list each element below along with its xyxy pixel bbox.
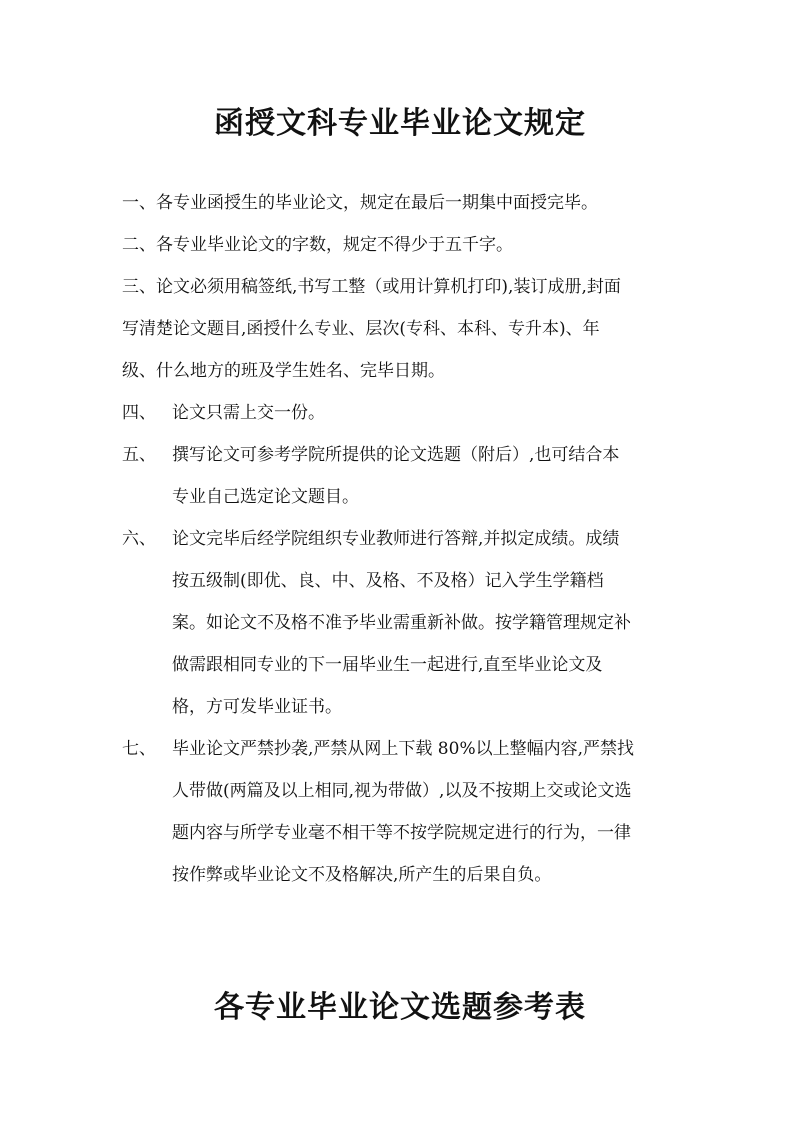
rule-line: 做需跟相同专业的下一届毕业生一起进行,直至毕业论文及 [172, 655, 603, 675]
rule-item-7 [122, 734, 682, 902]
rule-item-5 [122, 440, 682, 524]
rule-number: 六、 [122, 529, 156, 549]
rule-line: 写清楚论文题目,函授什么专业、层次(专科、本科、专升本)、年 [122, 319, 600, 339]
rule-body [172, 440, 682, 524]
rule-body [172, 524, 682, 734]
rule-line: 论文完毕后经学院组织专业教师进行答辩,并拟定成绩。成绩 [172, 529, 620, 549]
rule-body [172, 398, 682, 440]
rule-line: 专业自己选定论文题目。 [172, 487, 359, 507]
rule-line: 毕业论文严禁抄袭,严禁从网上下载 80%以上整幅内容,严禁找 [172, 739, 634, 759]
rule-line: 案。如论文不及格不准予毕业需重新补做。按学籍管理规定补 [172, 613, 631, 633]
rules-list [122, 188, 682, 902]
rule-line: 格，方可发毕业证书。 [172, 697, 342, 717]
rule-line: 论文只需上交一份。 [172, 403, 325, 423]
rule-line: 级、什么地方的班及学生姓名、完毕日期。 [122, 361, 445, 381]
rule-number: 四、 [122, 403, 156, 423]
rule-line: 题内容与所学专业毫不相干等不按学院规定进行的行为，一律 [172, 823, 631, 843]
rule-line: 按五级制(即优、良、中、及格、不及格）记入学生学籍档 [172, 571, 604, 591]
rule-item-1 [122, 188, 682, 230]
rule-line: 撰写论文可参考学院所提供的论文选题（附后）,也可结合本 [172, 445, 620, 465]
rule-item-3 [122, 272, 682, 398]
section-title: 各专业毕业论文选题参考表 [214, 990, 586, 1025]
rule-line: 人带做(两篇及以上相同,视为带做）,以及不按期上交或论文选 [172, 781, 632, 801]
rule-item-4 [122, 398, 682, 440]
rule-item-2 [122, 230, 682, 272]
rule-line: 三、论文必须用稿签纸,书写工整（或用计算机打印),装订成册,封面 [122, 277, 621, 297]
rule-line: 二、各专业毕业论文的字数，规定不得少于五千字。 [122, 235, 513, 255]
rule-line: 按作弊或毕业论文不及格解决,所产生的后果自负。 [172, 865, 552, 885]
rule-number: 五、 [122, 445, 156, 465]
rule-line: 一、各专业函授生的毕业论文，规定在最后一期集中面授完毕。 [122, 193, 598, 213]
document-title: 函授文科专业毕业论文规定 [214, 106, 586, 141]
rule-body [172, 734, 682, 902]
rule-item-6 [122, 524, 682, 734]
rule-number: 七、 [122, 739, 156, 759]
